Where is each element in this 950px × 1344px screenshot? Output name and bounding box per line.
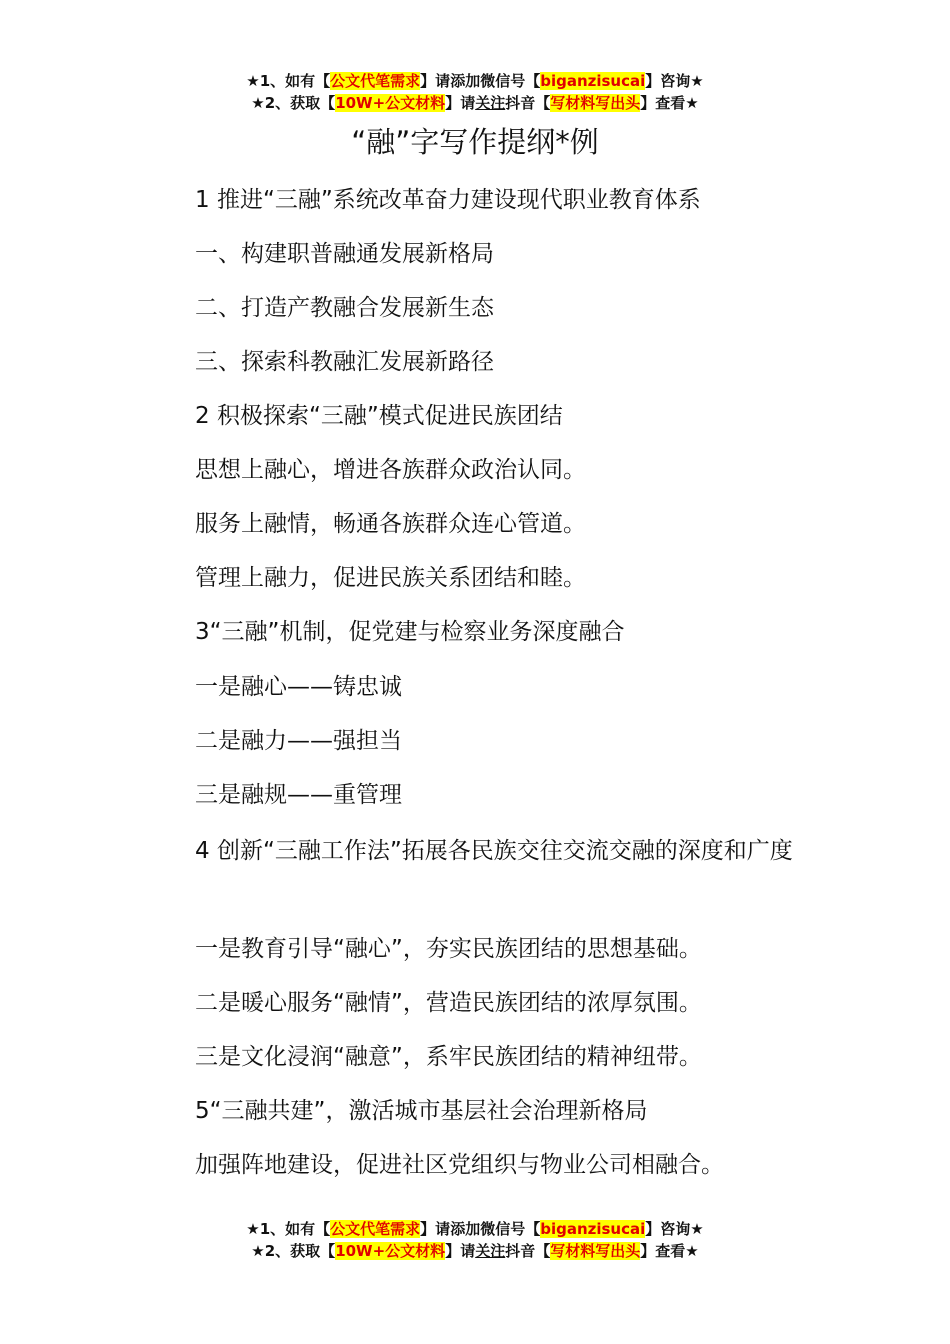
- banner-text: 抖音【: [505, 94, 551, 112]
- banner-text: 】请: [445, 94, 476, 112]
- paragraph: 1 推进“三融”系统改革奋力建设现代职业教育体系: [195, 187, 701, 213]
- paragraph: 二是暖心服务“融情”，营造民族团结的浓厚氛围。: [195, 990, 702, 1016]
- paragraph: 一是教育引导“融心”，夯实民族团结的思想基础。: [195, 936, 702, 962]
- banner-text: ★1、如有【: [246, 1220, 331, 1238]
- paragraph: 三是融规——重管理: [195, 782, 402, 808]
- banner-text: 】请: [420, 1220, 451, 1238]
- banner-wechat-id: biganzisucai: [540, 1220, 646, 1238]
- footer-banner-line-1: [0, 1218, 950, 1240]
- banner-text: 】咨询★: [645, 1220, 704, 1238]
- paragraph: 3“三融”机制，促党建与检察业务深度融合: [195, 619, 625, 645]
- banner-wechat-id: biganzisucai: [540, 72, 646, 90]
- banner-highlight: 10W+公文材料: [335, 94, 446, 112]
- banner-text: 】咨询★: [645, 72, 704, 90]
- banner-text: 关注: [475, 94, 506, 112]
- footer-banner: [0, 1218, 950, 1262]
- header-banner: [0, 70, 950, 114]
- banner-highlight: 公文代笔需求: [330, 72, 421, 90]
- paragraph: 服务上融情，畅通各族群众连心管道。: [195, 511, 586, 537]
- header-banner-line-2: [0, 92, 950, 114]
- paragraph: 加强阵地建设，促进社区党组织与物业公司相融合。: [195, 1152, 724, 1178]
- banner-text: 关注: [475, 1242, 506, 1260]
- banner-text: 抖音【: [505, 1242, 551, 1260]
- banner-text: 添加: [450, 1220, 481, 1238]
- banner-text: 微信号【: [480, 1220, 541, 1238]
- footer-banner-line-2: [0, 1240, 950, 1262]
- header-banner-line-1: [0, 70, 950, 92]
- paragraph: 一、构建职普融通发展新格局: [195, 241, 494, 267]
- banner-text: 】查看★: [640, 94, 699, 112]
- paragraph: 三、探索科教融汇发展新路径: [195, 349, 494, 375]
- banner-douyin-id: 写材料写出头: [550, 94, 641, 112]
- paragraph-wrapped: 4 创新“三融工作法”拓展各民族交往交流交融的深度和广度: [195, 838, 793, 864]
- banner-text: ★1、如有【: [246, 72, 331, 90]
- banner-text: 微信号【: [480, 72, 541, 90]
- banner-text: 】请: [420, 72, 451, 90]
- paragraph: 二是融力——强担当: [195, 728, 402, 754]
- banner-text: ★2、获取【: [251, 94, 336, 112]
- banner-douyin-id: 写材料写出头: [550, 1242, 641, 1260]
- banner-text: 】请: [445, 1242, 476, 1260]
- paragraph: 5“三融共建”，激活城市基层社会治理新格局: [195, 1098, 648, 1124]
- banner-highlight: 10W+公文材料: [335, 1242, 446, 1260]
- paragraph: 二、打造产教融合发展新生态: [195, 295, 494, 321]
- paragraph: 思想上融心，增进各族群众政治认同。: [195, 457, 586, 483]
- banner-highlight: 公文代笔需求: [330, 1220, 421, 1238]
- paragraph: 三是文化浸润“融意”，系牢民族团结的精神纽带。: [195, 1044, 702, 1070]
- paragraph: 一是融心——铸忠诚: [195, 674, 402, 700]
- paragraph: 2 积极探索“三融”模式促进民族团结: [195, 403, 563, 429]
- banner-text: 添加: [450, 72, 481, 90]
- document-title: “融”字写作提纲*例: [351, 125, 599, 159]
- banner-text: ★2、获取【: [251, 1242, 336, 1260]
- paragraph: 管理上融力，促进民族关系团结和睦。: [195, 565, 586, 591]
- banner-text: 】查看★: [640, 1242, 699, 1260]
